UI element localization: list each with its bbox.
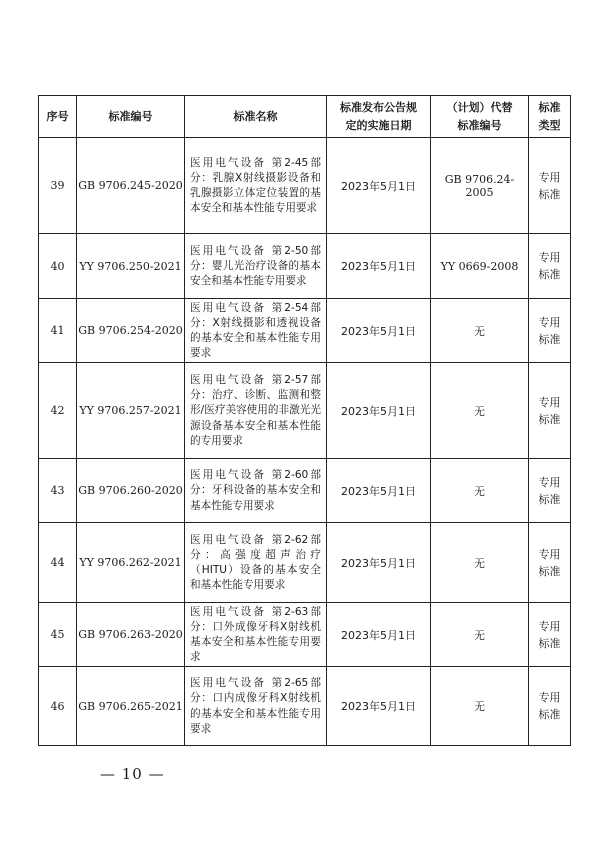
cell-replace: GB 9706.24-2005 — [431, 138, 529, 234]
cell-date: 2023年5月1日 — [327, 667, 431, 746]
cell-name: 医用电气设备 第2-65部分：口内成像牙科X射线机的基本安全和基本性能专用要求 — [185, 667, 327, 746]
cell-code: GB 9706.263-2020 — [77, 603, 185, 667]
cell-date: 2023年5月1日 — [327, 299, 431, 363]
header-seq: 序号 — [39, 96, 77, 138]
cell-seq: 45 — [39, 603, 77, 667]
table-row — [39, 667, 571, 746]
cell-code: GB 9706.265-2021 — [77, 667, 185, 746]
cell-date: 2023年5月1日 — [327, 363, 431, 459]
header-replace: （计划）代替标准编号 — [431, 96, 529, 138]
cell-code: GB 9706.254-2020 — [77, 299, 185, 363]
cell-type: 专用标准 — [529, 363, 571, 459]
cell-replace: 无 — [431, 603, 529, 667]
table-row — [39, 138, 571, 234]
cell-name: 医用电气设备 第2-62部分：高强度超声治疗（HITU）设备的基本安全和基本性能专用要求 — [185, 523, 327, 603]
table-row — [39, 299, 571, 363]
cell-seq: 39 — [39, 138, 77, 234]
cell-type: 专用标准 — [529, 299, 571, 363]
table-row — [39, 459, 571, 523]
table-row — [39, 363, 571, 459]
cell-code: GB 9706.260-2020 — [77, 459, 185, 523]
cell-type: 专用标准 — [529, 603, 571, 667]
cell-replace: 无 — [431, 523, 529, 603]
cell-seq: 44 — [39, 523, 77, 603]
cell-code: YY 9706.257-2021 — [77, 363, 185, 459]
table-header-row — [39, 96, 571, 138]
cell-seq: 41 — [39, 299, 77, 363]
table-row — [39, 234, 571, 299]
standards-table — [38, 95, 571, 746]
cell-name: 医用电气设备 第2-50部分：婴儿光治疗设备的基本安全和基本性能专用要求 — [185, 234, 327, 299]
header-name: 标准名称 — [185, 96, 327, 138]
cell-code: GB 9706.245-2020 — [77, 138, 185, 234]
header-code: 标准编号 — [77, 96, 185, 138]
cell-replace: 无 — [431, 299, 529, 363]
header-date: 标准发布公告规定的实施日期 — [327, 96, 431, 138]
cell-replace: 无 — [431, 459, 529, 523]
cell-replace: 无 — [431, 667, 529, 746]
cell-type: 专用标准 — [529, 138, 571, 234]
page-number: — 10 — — [100, 765, 165, 783]
header-type: 标准类型 — [529, 96, 571, 138]
cell-code: YY 9706.262-2021 — [77, 523, 185, 603]
cell-seq: 43 — [39, 459, 77, 523]
cell-date: 2023年5月1日 — [327, 234, 431, 299]
cell-type: 专用标准 — [529, 523, 571, 603]
cell-replace: 无 — [431, 363, 529, 459]
cell-name: 医用电气设备 第2-63部分：口外成像牙科X射线机基本安全和基本性能专用要求 — [185, 603, 327, 667]
cell-seq: 46 — [39, 667, 77, 746]
cell-name: 医用电气设备 第2-45部分：乳腺X射线摄影设备和乳腺摄影立体定位装置的基本安全和基本性能专用要求 — [185, 138, 327, 234]
cell-type: 专用标准 — [529, 459, 571, 523]
cell-replace: YY 0669-2008 — [431, 234, 529, 299]
cell-date: 2023年5月1日 — [327, 459, 431, 523]
cell-name: 医用电气设备 第2-60部分：牙科设备的基本安全和基本性能专用要求 — [185, 459, 327, 523]
cell-date: 2023年5月1日 — [327, 523, 431, 603]
table-row — [39, 603, 571, 667]
table-row — [39, 523, 571, 603]
cell-type: 专用标准 — [529, 234, 571, 299]
cell-date: 2023年5月1日 — [327, 603, 431, 667]
cell-name: 医用电气设备 第2-54部分：X射线摄影和透视设备的基本安全和基本性能专用要求 — [185, 299, 327, 363]
cell-seq: 40 — [39, 234, 77, 299]
cell-code: YY 9706.250-2021 — [77, 234, 185, 299]
cell-type: 专用标准 — [529, 667, 571, 746]
cell-seq: 42 — [39, 363, 77, 459]
cell-date: 2023年5月1日 — [327, 138, 431, 234]
cell-name: 医用电气设备 第2-57部分：治疗、诊断、监测和整形/医疗美容使用的非激光光源设备基本安全和基本性能的专用要求 — [185, 363, 327, 459]
